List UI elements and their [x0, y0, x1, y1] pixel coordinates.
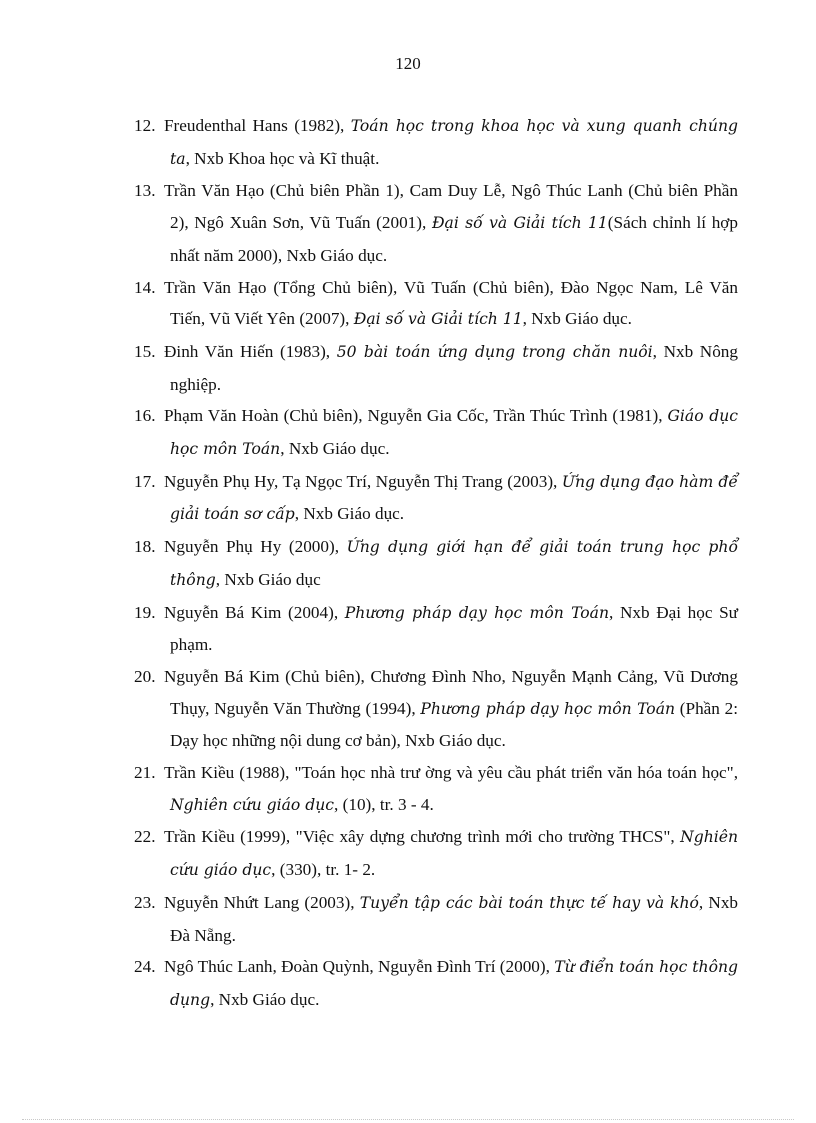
reference-publisher: , Nxb Giáo dục.	[522, 309, 632, 329]
reference-publisher: , Nxb Giáo dục	[215, 569, 321, 589]
reference-publisher: , Nxb Nông nghiệp.	[170, 341, 738, 394]
reference-publisher: , Nxb Giáo dục.	[280, 439, 390, 459]
reference-title: 50 bài toán ứng dụng trong chăn nuôi	[336, 342, 653, 361]
reference-authors: Freudenthal Hans (1982),	[164, 116, 351, 135]
reference-number: 17.	[134, 471, 156, 491]
reference-number: 18.	[134, 537, 156, 557]
reference-title: Ứng dụng đạo hàm để giải toán sơ cấp	[170, 472, 738, 524]
reference-number: 16.	[134, 406, 156, 426]
reference-authors: Trần Văn Hạo (Chủ biên Phần 1), Cam Duy Lễ, Ngô Thúc Lanh (Chủ biên Phần 2), Ngô Xuân Sơn, Vũ Tuấn (2001),	[164, 181, 738, 233]
footer-divider	[22, 1119, 794, 1120]
reference-number: 21.	[134, 763, 156, 783]
reference-title: Nghiên cứu giáo dục	[170, 828, 738, 880]
reference-number: 20.	[134, 666, 156, 686]
reference-publisher: , Nxb Đà Nẵng.	[170, 892, 739, 945]
reference-number: 24.	[134, 957, 156, 977]
reference-publisher: (Sách chỉnh lí hợp nhất năm 2000), Nxb Giáo dục.	[170, 213, 738, 265]
reference-authors: Phạm Văn Hoàn (Chủ biên), Nguyễn Gia Cốc, Trần Thúc Trình (1981),	[164, 406, 668, 426]
reference-number: 23.	[134, 892, 156, 912]
reference-list	[134, 110, 738, 1017]
reference-publisher: , Nxb Giáo dục.	[210, 989, 320, 1009]
reference-item	[134, 466, 738, 531]
reference-item	[134, 400, 738, 465]
reference-authors: Trần Văn Hạo (Tổng Chủ biên), Vũ Tuấn (Chủ biên), Đào Ngọc Nam, Lê Văn Tiến, Vũ Viết Yên (2007),	[164, 277, 738, 329]
reference-title: Phương pháp dạy học môn Toán	[344, 603, 609, 622]
reference-item	[134, 887, 738, 951]
reference-publisher: , Nxb Giáo dục.	[294, 504, 405, 524]
reference-title: Từ điển toán học thông dụng	[170, 958, 738, 1009]
reference-publisher: (Phần 2: Dạy học những nội dung cơ bản), Nxb Giáo dục.	[170, 698, 738, 751]
reference-title: Tuyển tập các bài toán thực tế hay và khó	[359, 893, 699, 912]
reference-publisher: , Nxb Khoa học và Kĩ thuật.	[185, 148, 380, 168]
page-number: 120	[395, 54, 421, 73]
reference-number: 13.	[134, 181, 156, 201]
reference-number: 14.	[134, 277, 156, 297]
reference-item	[134, 951, 738, 1016]
reference-publisher: , Nxb Đại học Sư phạm.	[170, 602, 738, 655]
reference-item	[134, 531, 738, 596]
reference-title: Đại số và Giải tích 11	[431, 214, 608, 233]
reference-title: Phương pháp dạy học môn Toán	[420, 699, 676, 718]
reference-number: 15.	[134, 341, 156, 361]
reference-item	[134, 272, 738, 336]
reference-authors: Nguyễn Phụ Hy (2000),	[164, 537, 347, 557]
reference-authors: Nguyễn Bá Kim (2004),	[164, 602, 345, 622]
reference-item	[134, 597, 738, 661]
reference-number: 22.	[134, 827, 156, 847]
reference-item	[134, 175, 738, 271]
reference-authors: Trần Kiều (1988), "Toán học nhà trư ờng và yêu cầu phát triển văn hóa toán học",	[164, 763, 738, 783]
reference-item	[134, 110, 738, 175]
reference-authors: Nguyễn Phụ Hy, Tạ Ngọc Trí, Nguyễn Thị Trang (2003),	[164, 471, 562, 491]
reference-publisher: , (10), tr. 3 - 4.	[334, 794, 434, 814]
reference-number: 19.	[134, 602, 156, 622]
reference-title: Toán học trong khoa học và xung quanh chúng ta	[170, 117, 738, 168]
reference-authors: Nguyễn Bá Kim (Chủ biên), Chương Đình Nho, Nguyễn Mạnh Cảng, Vũ Dương Thụy, Nguyễn Văn Thường (1994),	[164, 666, 738, 718]
reference-title: Nghiên cứu giáo dục	[170, 795, 335, 814]
reference-authors: Ngô Thúc Lanh, Đoàn Quỳnh, Nguyễn Đình Trí (2000),	[164, 957, 555, 977]
reference-authors: Đinh Văn Hiến (1983),	[164, 341, 337, 361]
reference-item	[134, 757, 738, 821]
reference-title: Đại số và Giải tích 11	[353, 310, 523, 329]
reference-authors: Nguyễn Nhứt Lang (2003),	[164, 892, 360, 912]
reference-item	[134, 661, 738, 757]
reference-title: Giáo dục học môn Toán	[170, 407, 738, 459]
reference-publisher: , (330), tr. 1- 2.	[271, 860, 376, 880]
reference-authors: Trần Kiều (1999), "Việc xây dựng chương trình mới cho trường THCS",	[164, 827, 681, 847]
reference-number: 12.	[134, 116, 156, 135]
reference-item	[134, 336, 738, 400]
reference-title: Ứng dụng giới hạn để giải toán trung học phổ thông	[170, 538, 738, 589]
reference-item	[134, 821, 738, 886]
